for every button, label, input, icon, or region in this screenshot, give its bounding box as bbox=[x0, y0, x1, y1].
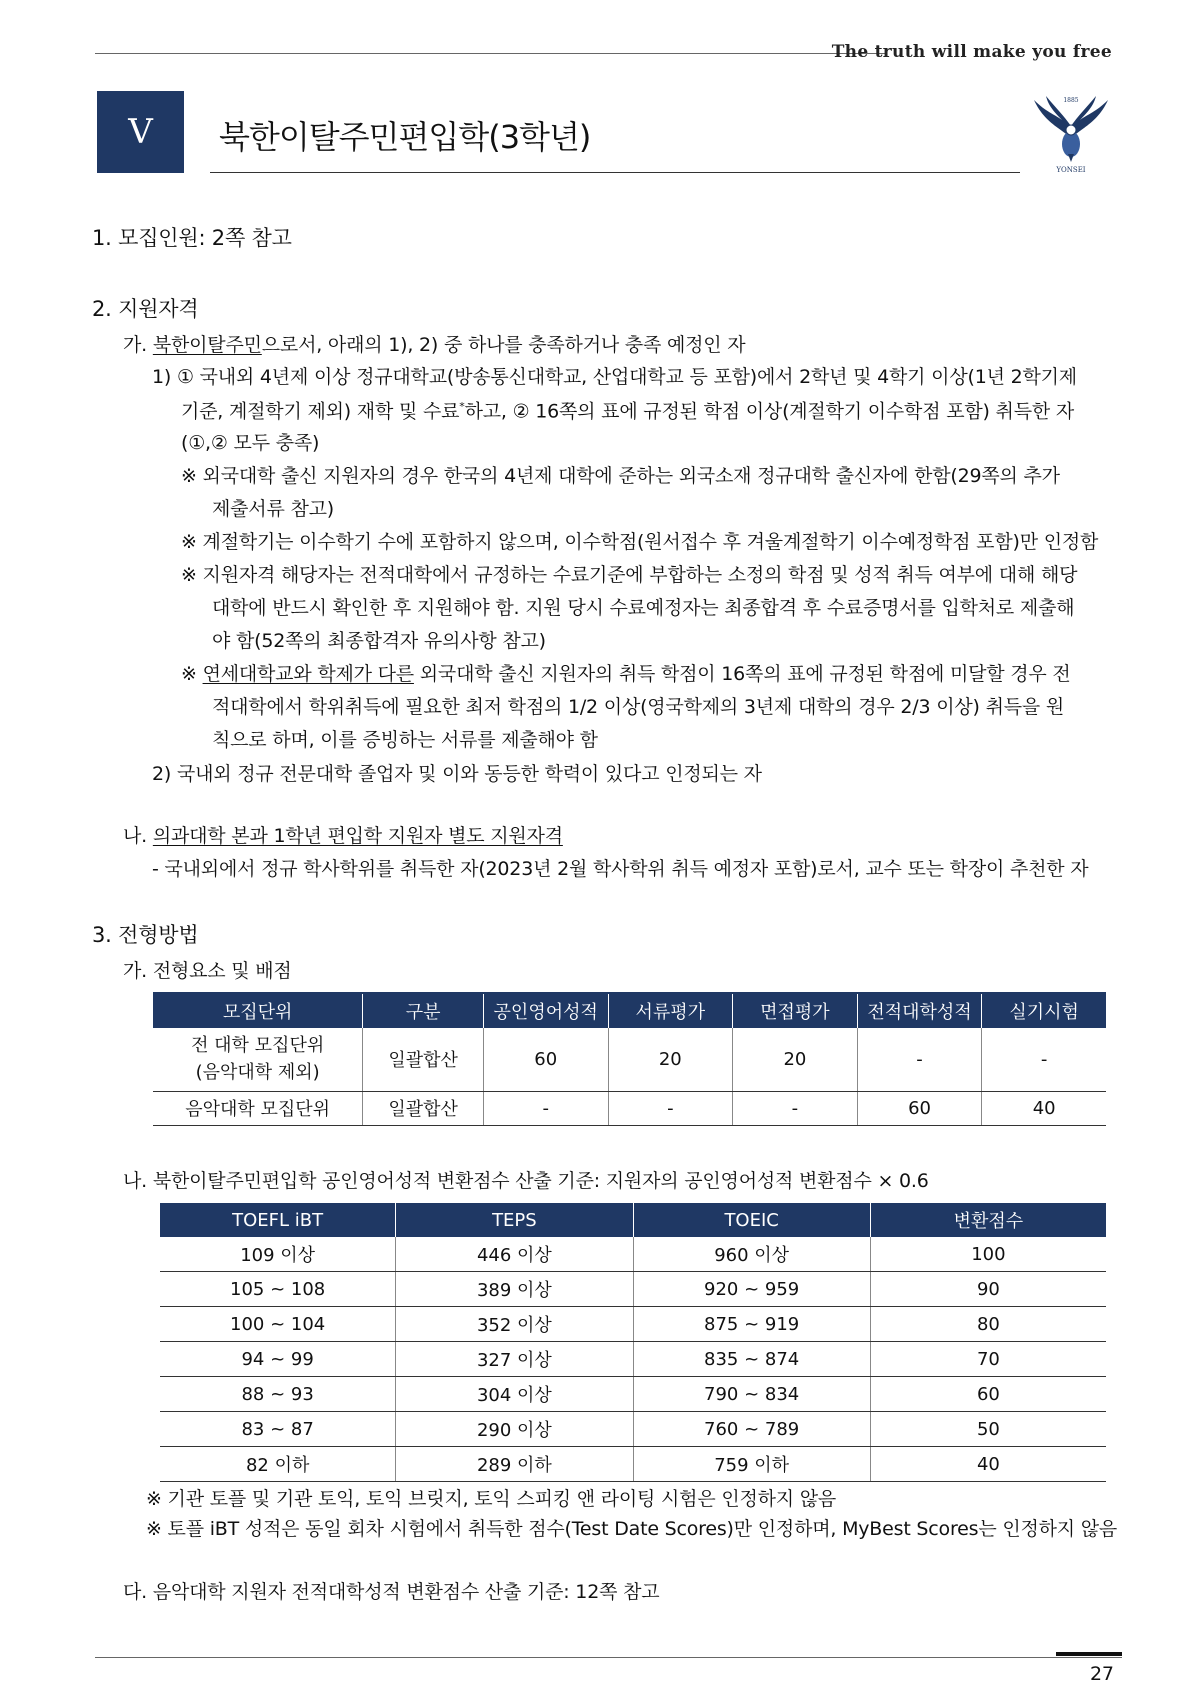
ga-underlined-text: 북한이탈주민 bbox=[152, 334, 262, 356]
table-row bbox=[160, 1272, 1106, 1307]
table-cell: 90 bbox=[870, 1272, 1106, 1307]
table-cell: 875 ~ 919 bbox=[633, 1307, 870, 1342]
table-cell: 일괄합산 bbox=[363, 1028, 484, 1091]
table-cell: - bbox=[483, 1091, 608, 1125]
table-cell: 70 bbox=[870, 1342, 1106, 1377]
table-header: TOEFL iBT bbox=[160, 1203, 396, 1237]
na-underlined-text: 의과대학 본과 1학년 편입학 지원자 별도 지원자격 bbox=[152, 825, 563, 847]
table-cell: - bbox=[733, 1091, 858, 1125]
note3-line2: 대학에 반드시 확인한 후 지원해야 함. 지원 당시 수료예정자는 최종합격 후 수료증명서를 입학처로 제출해 bbox=[212, 597, 1075, 619]
table-cell: 759 이하 bbox=[633, 1447, 870, 1482]
table-row bbox=[160, 1342, 1106, 1377]
table-header: 실기시험 bbox=[982, 993, 1106, 1028]
table-cell: 835 ~ 874 bbox=[633, 1342, 870, 1377]
da-music-heading: 다. 음악대학 지원자 전적대학성적 변환점수 산출 기준: 12쪽 참고 bbox=[123, 1581, 660, 1603]
table-header: TOEIC bbox=[633, 1203, 870, 1237]
table-cell: 920 ~ 959 bbox=[633, 1272, 870, 1307]
logo-year: 1885 bbox=[1063, 97, 1079, 104]
chapter-numeral: V bbox=[128, 112, 153, 152]
footer-rule bbox=[95, 1657, 1122, 1658]
table-cell: 327 이상 bbox=[396, 1342, 633, 1377]
note4-underlined-text: 연세대학교와 학제가 다른 bbox=[202, 663, 414, 685]
section1-heading: 1. 모집인원: 2쪽 참고 bbox=[92, 226, 292, 250]
page-number-bar bbox=[1056, 1652, 1122, 1656]
na-english-heading: 나. 북한이탈주민편입학 공인영어성적 변환점수 산출 기준: 지원자의 공인영어성적 변환점수 × 0.6 bbox=[123, 1170, 929, 1192]
table-cell: 960 이상 bbox=[633, 1237, 870, 1272]
table-cell: 88 ~ 93 bbox=[160, 1377, 396, 1412]
table-cell: 94 ~ 99 bbox=[160, 1342, 396, 1377]
table-header: 서류평가 bbox=[608, 993, 733, 1028]
note1-line2: 제출서류 참고) bbox=[212, 498, 334, 520]
table-cell: 60 bbox=[483, 1028, 608, 1091]
note4-line2: 적대학에서 학위취득에 필요한 최저 학점의 1/2 이상(영국학제의 3년제 대학의 경우 2/3 이상) 취득을 원 bbox=[212, 696, 1065, 718]
table-header: 면접평가 bbox=[733, 993, 858, 1028]
table-cell: 790 ~ 834 bbox=[633, 1377, 870, 1412]
table-cell: 304 이상 bbox=[396, 1377, 633, 1412]
table-cell: 20 bbox=[608, 1028, 733, 1091]
table-header-row bbox=[160, 1203, 1106, 1237]
note2-line1: ※ 계절학기는 이수학기 수에 포함하지 않으며, 이수학점(원서접수 후 겨울계절학기 이수예정학점 포함)만 인정함 bbox=[181, 531, 1099, 553]
table-header: 전적대학성적 bbox=[857, 993, 982, 1028]
table-cell: 83 ~ 87 bbox=[160, 1412, 396, 1447]
note1-line1: ※ 외국대학 출신 지원자의 경우 한국의 4년제 대학에 준하는 외국소재 정규대학 출신자에 한함(29쪽의 추가 bbox=[181, 465, 1060, 487]
table-cell: 50 bbox=[870, 1412, 1106, 1447]
item1-line3: (①,② 모두 충족) bbox=[181, 432, 320, 454]
table-cell: 음악대학 모집단위 bbox=[153, 1091, 363, 1125]
table-header: 변환점수 bbox=[870, 1203, 1106, 1237]
table-row bbox=[160, 1307, 1106, 1342]
item1-line1: 1) ① 국내외 4년제 이상 정규대학교(방송통신대학교, 산업대학교 등 포함)에서 2학년 및 4학기 이상(1년 2학기제 bbox=[152, 366, 1077, 388]
na-heading: 나. 의과대학 본과 1학년 편입학 지원자 별도 지원자격 bbox=[123, 825, 563, 847]
table-row bbox=[153, 1091, 1106, 1125]
logo-text: YONSEI bbox=[1056, 166, 1086, 174]
header-rule bbox=[95, 53, 885, 54]
table-row bbox=[160, 1412, 1106, 1447]
table-header: TEPS bbox=[396, 1203, 633, 1237]
na-item: - 국내외에서 정규 학사학위를 취득한 자(2023년 2월 학사학위 취득 예정자 포함)로서, 교수 또는 학장이 추천한 자 bbox=[152, 858, 1089, 880]
toefl-note-b: ※ 토플 iBT 성적은 동일 회차 시험에서 취득한 점수(Test Date Scores)만 인정하며, MyBest Scores는 인정하지 않음 bbox=[146, 1518, 1118, 1540]
table-cell: 60 bbox=[870, 1377, 1106, 1412]
title-underline bbox=[210, 172, 1020, 173]
section3-heading: 3. 전형방법 bbox=[92, 923, 199, 947]
table-cell: 109 이상 bbox=[160, 1237, 396, 1272]
table-cell: 100 bbox=[870, 1237, 1106, 1272]
table-cell: 40 bbox=[982, 1091, 1106, 1125]
note4-line1: ※ 연세대학교와 학제가 다른 외국대학 출신 지원자의 취득 학점이 16쪽의 표에 규정된 학점에 미달할 경우 전 bbox=[181, 663, 1071, 685]
english-score-conversion-table bbox=[160, 1203, 1106, 1482]
table-row bbox=[160, 1447, 1106, 1482]
item2-line: 2) 국내외 정규 전문대학 졸업자 및 이와 동등한 학력이 있다고 인정되는 자 bbox=[152, 763, 762, 785]
table-cell: 290 이상 bbox=[396, 1412, 633, 1447]
table-cell: 100 ~ 104 bbox=[160, 1307, 396, 1342]
table-header: 구분 bbox=[363, 993, 484, 1028]
selection-criteria-table bbox=[153, 992, 1106, 1126]
ga-eligibility-line: 가. 북한이탈주민으로서, 아래의 1), 2) 중 하나를 충족하거나 충족 예정인 자 bbox=[123, 334, 746, 356]
table-cell: 289 이하 bbox=[396, 1447, 633, 1482]
table-cell: 80 bbox=[870, 1307, 1106, 1342]
table-header-row bbox=[153, 993, 1106, 1028]
table-cell: - bbox=[608, 1091, 733, 1125]
page-number: 27 bbox=[1090, 1663, 1114, 1685]
section2-heading: 2. 지원자격 bbox=[92, 297, 199, 321]
table-row bbox=[160, 1377, 1106, 1412]
yonsei-eagle-logo-icon bbox=[1032, 92, 1110, 174]
table-cell: 전 대학 모집단위 (음악대학 제외) bbox=[153, 1028, 363, 1091]
table-cell: - bbox=[857, 1028, 982, 1091]
table-cell: 60 bbox=[857, 1091, 982, 1125]
table-cell: 389 이상 bbox=[396, 1272, 633, 1307]
note4-line3: 칙으로 하며, 이를 증빙하는 서류를 제출해야 함 bbox=[212, 729, 598, 751]
table-cell: 일괄합산 bbox=[363, 1091, 484, 1125]
toefl-note-a: ※ 기관 토플 및 기관 토익, 토익 브릿지, 토익 스피킹 앤 라이팅 시험은 인정하지 않음 bbox=[146, 1488, 837, 1510]
item1-line2: 기준, 계절학기 제외) 재학 및 수료*하고, ② 16쪽의 표에 규정된 학점 이상(계절학기 이수학점 포함) 취득한 자 bbox=[181, 400, 1075, 423]
table-header: 공인영어성적 bbox=[483, 993, 608, 1028]
note3-line1: ※ 지원자격 해당자는 전적대학에서 규정하는 수료기준에 부합하는 소정의 학점 및 성적 취득 여부에 대해 해당 bbox=[181, 564, 1078, 586]
table-cell: 105 ~ 108 bbox=[160, 1272, 396, 1307]
table-cell: 82 이하 bbox=[160, 1447, 396, 1482]
chapter-title: 북한이탈주민편입학(3학년) bbox=[219, 118, 591, 156]
table-cell: 760 ~ 789 bbox=[633, 1412, 870, 1447]
table-cell: 446 이상 bbox=[396, 1237, 633, 1272]
note3-line3: 야 함(52쪽의 최종합격자 유의사항 참고) bbox=[212, 630, 546, 652]
table-row bbox=[160, 1237, 1106, 1272]
ga-heading: 가. 전형요소 및 배점 bbox=[123, 960, 292, 982]
table-header: 모집단위 bbox=[153, 993, 363, 1028]
table-cell: 352 이상 bbox=[396, 1307, 633, 1342]
table-cell: 40 bbox=[870, 1447, 1106, 1482]
motto-text: The truth will make you free bbox=[831, 42, 1112, 62]
table-row bbox=[153, 1028, 1106, 1091]
table-cell: - bbox=[982, 1028, 1106, 1091]
chapter-number-box bbox=[97, 91, 184, 173]
table-cell: 20 bbox=[733, 1028, 858, 1091]
